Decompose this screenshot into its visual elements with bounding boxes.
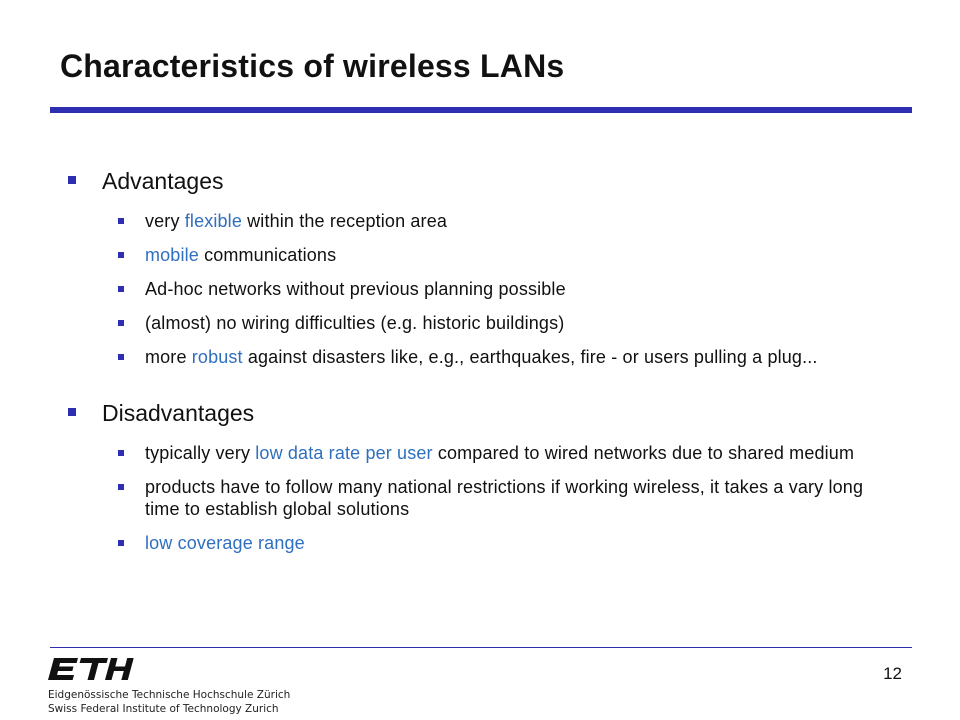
bullet-text: typically very	[145, 443, 256, 463]
square-bullet-icon	[118, 354, 124, 360]
section-disadvantages	[68, 396, 898, 554]
square-bullet-icon	[68, 408, 76, 416]
bullet-content	[68, 164, 898, 554]
square-bullet-icon	[118, 286, 124, 292]
bullet-text: Ad-hoc networks without previous planning possible	[145, 279, 566, 299]
bullet-text: within the reception area	[242, 211, 448, 231]
bullet-text: communications	[198, 245, 337, 265]
slide-title: Characteristics of wireless LANs	[60, 48, 565, 84]
highlighted-text: low coverage range	[145, 533, 305, 553]
bullet-item	[68, 476, 898, 520]
bullet-item	[68, 346, 898, 368]
bullet-text: products have to follow many national restrictions if working wireless, it takes a vary long time to establish global solutions	[145, 477, 864, 519]
highlighted-text: mobile	[145, 245, 199, 265]
logo-line-german: Eidgenössische Technische Hochschule Zürich	[48, 689, 291, 701]
section-heading	[68, 396, 898, 430]
bullet-text: more	[145, 347, 192, 367]
bullet-item	[68, 278, 898, 300]
section-heading-text: Disadvantages	[102, 400, 255, 426]
square-bullet-icon	[118, 218, 124, 224]
highlighted-text: flexible	[184, 211, 242, 231]
section-advantages	[68, 164, 898, 368]
bullet-text: very	[145, 211, 185, 231]
eth-logo	[48, 656, 308, 714]
square-bullet-icon	[118, 252, 124, 258]
highlighted-text: low data rate per user	[255, 443, 433, 463]
bullet-item	[68, 532, 898, 554]
square-bullet-icon	[118, 320, 124, 326]
square-bullet-icon	[68, 176, 76, 184]
bullet-item	[68, 210, 898, 232]
square-bullet-icon	[118, 450, 124, 456]
page-number: 12	[883, 664, 902, 683]
square-bullet-icon	[118, 540, 124, 546]
eth-wordmark-icon	[48, 656, 140, 682]
highlighted-text: robust	[191, 347, 243, 367]
section-heading	[68, 164, 898, 198]
bullet-item	[68, 244, 898, 266]
logo-line-english: Swiss Federal Institute of Technology Zurich	[48, 703, 279, 715]
square-bullet-icon	[118, 484, 124, 490]
bullet-text: compared to wired networks due to shared medium	[432, 443, 855, 463]
title-underline	[50, 107, 912, 113]
section-heading-text: Advantages	[102, 168, 224, 194]
footer-divider	[50, 647, 912, 648]
bullet-item	[68, 442, 898, 464]
bullet-text: (almost) no wiring difficulties (e.g. historic buildings)	[145, 313, 565, 333]
bullet-text: against disasters like, e.g., earthquakes, fire - or users pulling a plug...	[242, 347, 818, 367]
bullet-item	[68, 312, 898, 334]
